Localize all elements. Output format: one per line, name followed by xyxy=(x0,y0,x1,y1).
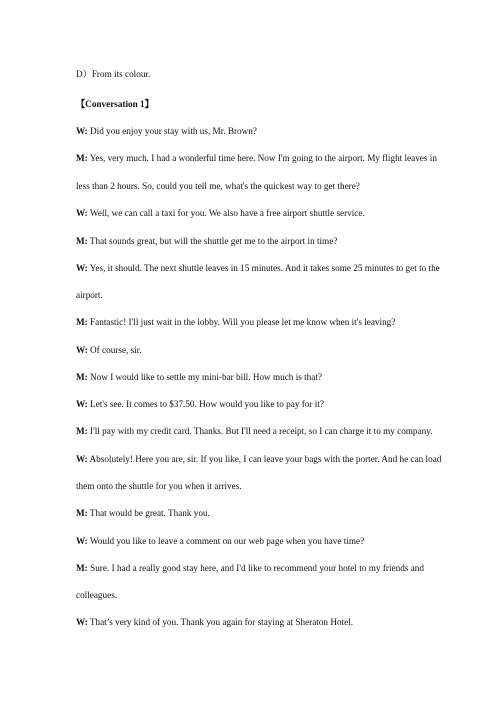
utterance-text: That’s very kind of you. Thank you again for staying at Sheraton Hotel. xyxy=(87,617,354,627)
dialogue-line xyxy=(76,562,424,574)
utterance-text: airport. xyxy=(76,290,103,300)
dialogue-line xyxy=(76,289,424,301)
utterance-text: I'll pay with my credit card. Thanks. But I'll need a receipt, so I can charge it to my company. xyxy=(87,426,433,436)
utterance-text: Absolutely! Here you are, sir. If you like, I can leave your bags with the porter. And he can load xyxy=(87,454,442,464)
speaker-label: M: xyxy=(76,153,88,163)
utterance-text: Fantastic! I'll just wait in the lobby. Will you please let me know when it's leaving? xyxy=(87,317,396,327)
dialogue-line xyxy=(76,507,424,519)
speaker-label: W: xyxy=(76,399,88,409)
speaker-label: W: xyxy=(76,208,88,218)
dialogue-line xyxy=(76,125,424,137)
dialogue-line xyxy=(76,316,424,328)
option-d-line: D）From its colour. xyxy=(76,69,151,79)
speaker-label: M: xyxy=(76,372,88,382)
speaker-label: M: xyxy=(76,508,88,518)
speaker-label: M: xyxy=(76,317,88,327)
utterance-text: Would you like to leave a comment on our web page when you have time? xyxy=(87,536,365,546)
dialogue-line xyxy=(76,371,424,383)
dialogue-line xyxy=(76,535,424,547)
speaker-label: M: xyxy=(76,426,88,436)
speaker-label: W: xyxy=(76,126,88,136)
utterance-text: colleagues. xyxy=(76,590,118,600)
utterance-text: That would be great. Thank you. xyxy=(87,508,210,518)
speaker-label: W: xyxy=(76,263,88,273)
dialogue-line xyxy=(76,207,424,219)
utterance-text: Yes, very much. I had a wonderful time here. Now I'm going to the airport. My flight leaves in xyxy=(87,153,437,163)
dialogue-line xyxy=(76,425,433,437)
utterance-text: Sure. I had a really good stay here, and I'd like to recommend your hotel to my friends and xyxy=(87,563,424,573)
speaker-label: W: xyxy=(76,454,88,464)
speaker-label: W: xyxy=(76,536,88,546)
dialogue-line xyxy=(76,180,424,192)
utterance-text: Did you enjoy your stay with us, Mr. Brown? xyxy=(87,126,257,136)
dialogue-line xyxy=(76,616,424,628)
utterance-text: Well, we can call a taxi for you. We also have a free airport shuttle service. xyxy=(87,208,365,218)
utterance-text: them onto the shuttle for you when it arrives. xyxy=(76,481,242,491)
dialogue-line xyxy=(76,152,437,164)
dialogue-line xyxy=(76,235,424,247)
utterance-text: Of course, sir. xyxy=(87,345,142,355)
utterance-text: Now I would like to settle my mini-bar bill. How much is that? xyxy=(87,372,322,382)
utterance-text: That sounds great, but will the shuttle get me to the airport in time? xyxy=(87,236,338,246)
dialogue-line xyxy=(76,480,424,492)
utterance-text: less than 2 hours. So, could you tell me, what's the quickest way to get there? xyxy=(76,181,360,191)
dialogue-line xyxy=(76,589,424,601)
dialogue-line xyxy=(76,262,440,274)
conversation-heading: 【Conversation 1】 xyxy=(76,99,154,109)
dialogue-line xyxy=(76,453,442,465)
utterance-text: Let's see. It comes to $37.50. How would you like to pay for it? xyxy=(87,399,324,409)
utterance-text: Yes, it should. The next shuttle leaves in 15 minutes. And it takes some 25 minutes to get to the xyxy=(87,263,440,273)
speaker-label: M: xyxy=(76,563,88,573)
dialogue-line xyxy=(76,344,424,356)
dialogue-line xyxy=(76,398,424,410)
speaker-label: M: xyxy=(76,236,88,246)
speaker-label: W: xyxy=(76,617,88,627)
speaker-label: W: xyxy=(76,345,88,355)
